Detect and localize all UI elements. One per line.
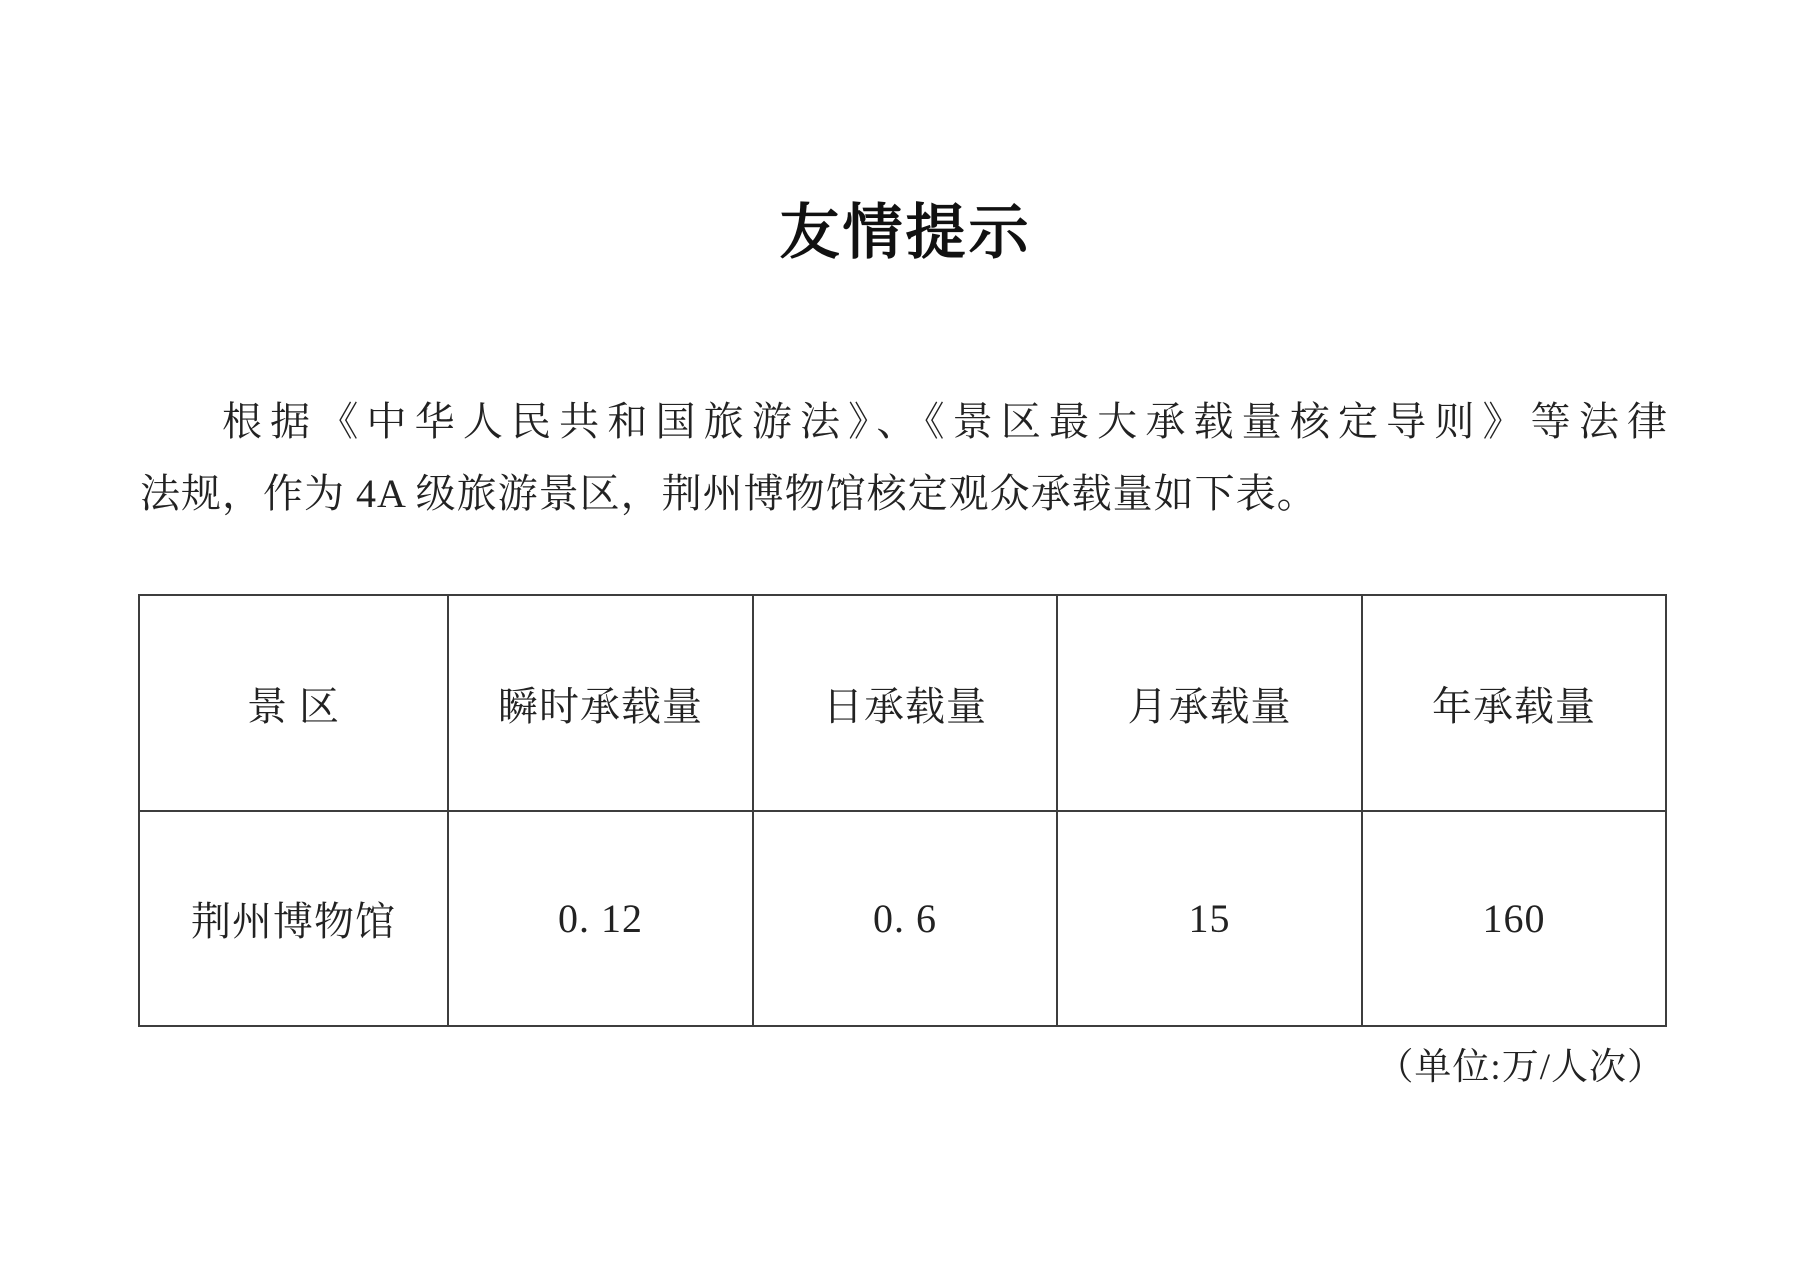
visitor-capacity-table [138,594,1667,1027]
cell-yearly-capacity: 160 [1362,811,1666,1026]
column-header-instant-capacity: 瞬时承载量 [448,595,753,811]
column-header-daily-capacity: 日承载量 [753,595,1057,811]
cell-monthly-capacity: 15 [1057,811,1362,1026]
page-title: 友情提示 [779,200,1032,266]
table-header-row [139,595,1666,811]
column-header-yearly-capacity: 年承载量 [1362,595,1666,811]
column-header-monthly-capacity: 月承载量 [1057,595,1362,811]
cell-scenic-area-name: 荆州博物馆 [139,811,448,1026]
paragraph-line-1: 根据《中华人民共和国旅游法》、《景区最大承载量核定导则》等法律 [222,399,1668,444]
cell-instant-capacity: 0. 12 [448,811,753,1026]
unit-note: （单位:万/人次） [1376,1047,1665,1088]
body-paragraph [140,386,1668,530]
table-row [139,811,1666,1026]
column-header-scenic-area: 景 区 [139,595,448,811]
cell-daily-capacity: 0. 6 [753,811,1057,1026]
paragraph-line-2: 法规，作为 4A 级旅游景区，荆州博物馆核定观众承载量如下表。 [140,471,1318,516]
